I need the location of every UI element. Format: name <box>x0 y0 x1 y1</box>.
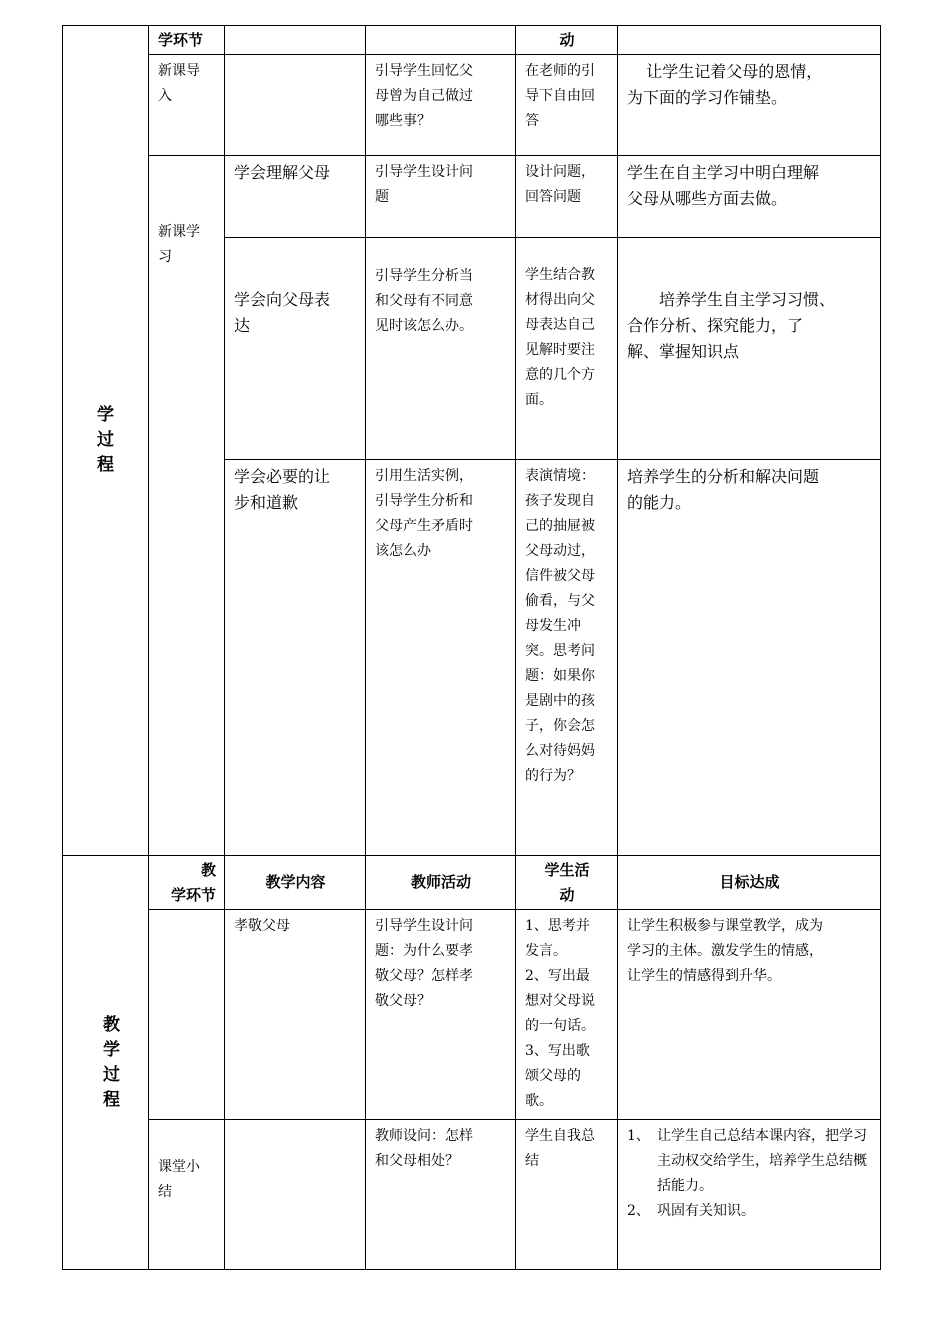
goal-cell <box>618 1120 881 1270</box>
lesson-plan-table <box>62 25 881 1270</box>
student-cell: 学生结合教 材得出向父 母表达自己 见解时要注 意的几个方 面。 <box>516 238 618 460</box>
table-row <box>63 910 881 1120</box>
list-item: 2、 巩固有关知识。 <box>627 1203 755 1219</box>
header-student: 学生活 动 <box>516 856 618 910</box>
goal-cell: 让学生记着父母的恩情， 为下面的学习作铺垫。 <box>618 55 881 156</box>
header-goal: 目标达成 <box>618 856 881 910</box>
student-cell: 学生自我总 结 <box>516 1120 618 1270</box>
section1-side-label: 学 过 程 <box>63 26 149 856</box>
teacher-cell: 引用生活实例， 引导学生分析和 父母产生矛盾时 该怎么办 <box>366 460 516 856</box>
header-student: 动 <box>516 26 618 55</box>
stage-cell <box>149 910 225 1120</box>
stage-cell: 课堂小 结 <box>149 1120 225 1270</box>
section2-header-row <box>63 856 881 910</box>
teacher-cell: 教师设问：怎样 和父母相处？ <box>366 1120 516 1270</box>
teacher-cell: 引导学生分析当 和父母有不同意 见时该怎么办。 <box>366 238 516 460</box>
goal-cell: 培养学生自主学习习惯、 合作分析、探究能力，了 解、掌握知识点 <box>618 238 881 460</box>
content-cell <box>225 1120 366 1270</box>
teacher-cell: 引导学生设计问 题：为什么要孝 敬父母？怎样孝 敬父母？ <box>366 910 516 1120</box>
header-content: 教学内容 <box>225 856 366 910</box>
content-cell: 学会向父母表 达 <box>225 238 366 460</box>
student-cell: 在老师的引 导下自由回 答 <box>516 55 618 156</box>
content-cell: 学会理解父母 <box>225 156 366 238</box>
stage-cell: 新课导 入 <box>149 55 225 156</box>
content-cell: 孝敬父母 <box>225 910 366 1120</box>
header-content <box>225 26 366 55</box>
teacher-cell: 引导学生设计问 题 <box>366 156 516 238</box>
goal-cell: 让学生积极参与课堂教学，成为 学习的主体。激发学生的情感， 让学生的情感得到升华。 <box>618 910 881 1120</box>
student-cell: 表演情境： 孩子发现自 己的抽屉被 父母动过， 信件被父母 偷看，与父 母发生冲 突。思考问 题：如果你 是剧中的孩 子，你会怎 么对待妈妈 的行为？ <box>516 460 618 856</box>
section1-header-row <box>63 26 881 55</box>
goal-cell: 培养学生的分析和解决问题 的能力。 <box>618 460 881 856</box>
table-row <box>63 55 881 156</box>
header-stage: 学环节 <box>149 26 225 55</box>
content-cell <box>225 55 366 156</box>
teacher-cell: 引导学生回忆父 母曾为自己做过 哪些事？ <box>366 55 516 156</box>
header-teacher: 教师活动 <box>366 856 516 910</box>
table-row <box>63 156 881 238</box>
content-cell: 学会必要的让 步和道歉 <box>225 460 366 856</box>
header-goal <box>618 26 881 55</box>
student-cell: 1、思考并 发言。 2、写出最 想对父母说 的一句话。 3、写出歌 颂父母的 歌。 <box>516 910 618 1120</box>
goal-cell: 学生在自主学习中明白理解 父母从哪些方面去做。 <box>618 156 881 238</box>
list-item: 1、 让学生自己总结本课内容，把学习主动权交给学生，培养学生总结概括能力。 <box>627 1128 867 1194</box>
table-row <box>63 1120 881 1270</box>
section2-side-label: 教 学 过 程 <box>63 856 149 1270</box>
header-stage: 教 学环节 <box>149 856 225 910</box>
goal-list <box>618 1120 880 1224</box>
stage-cell: 新课学 习 <box>149 156 225 856</box>
header-teacher <box>366 26 516 55</box>
student-cell: 设计问题， 回答问题 <box>516 156 618 238</box>
